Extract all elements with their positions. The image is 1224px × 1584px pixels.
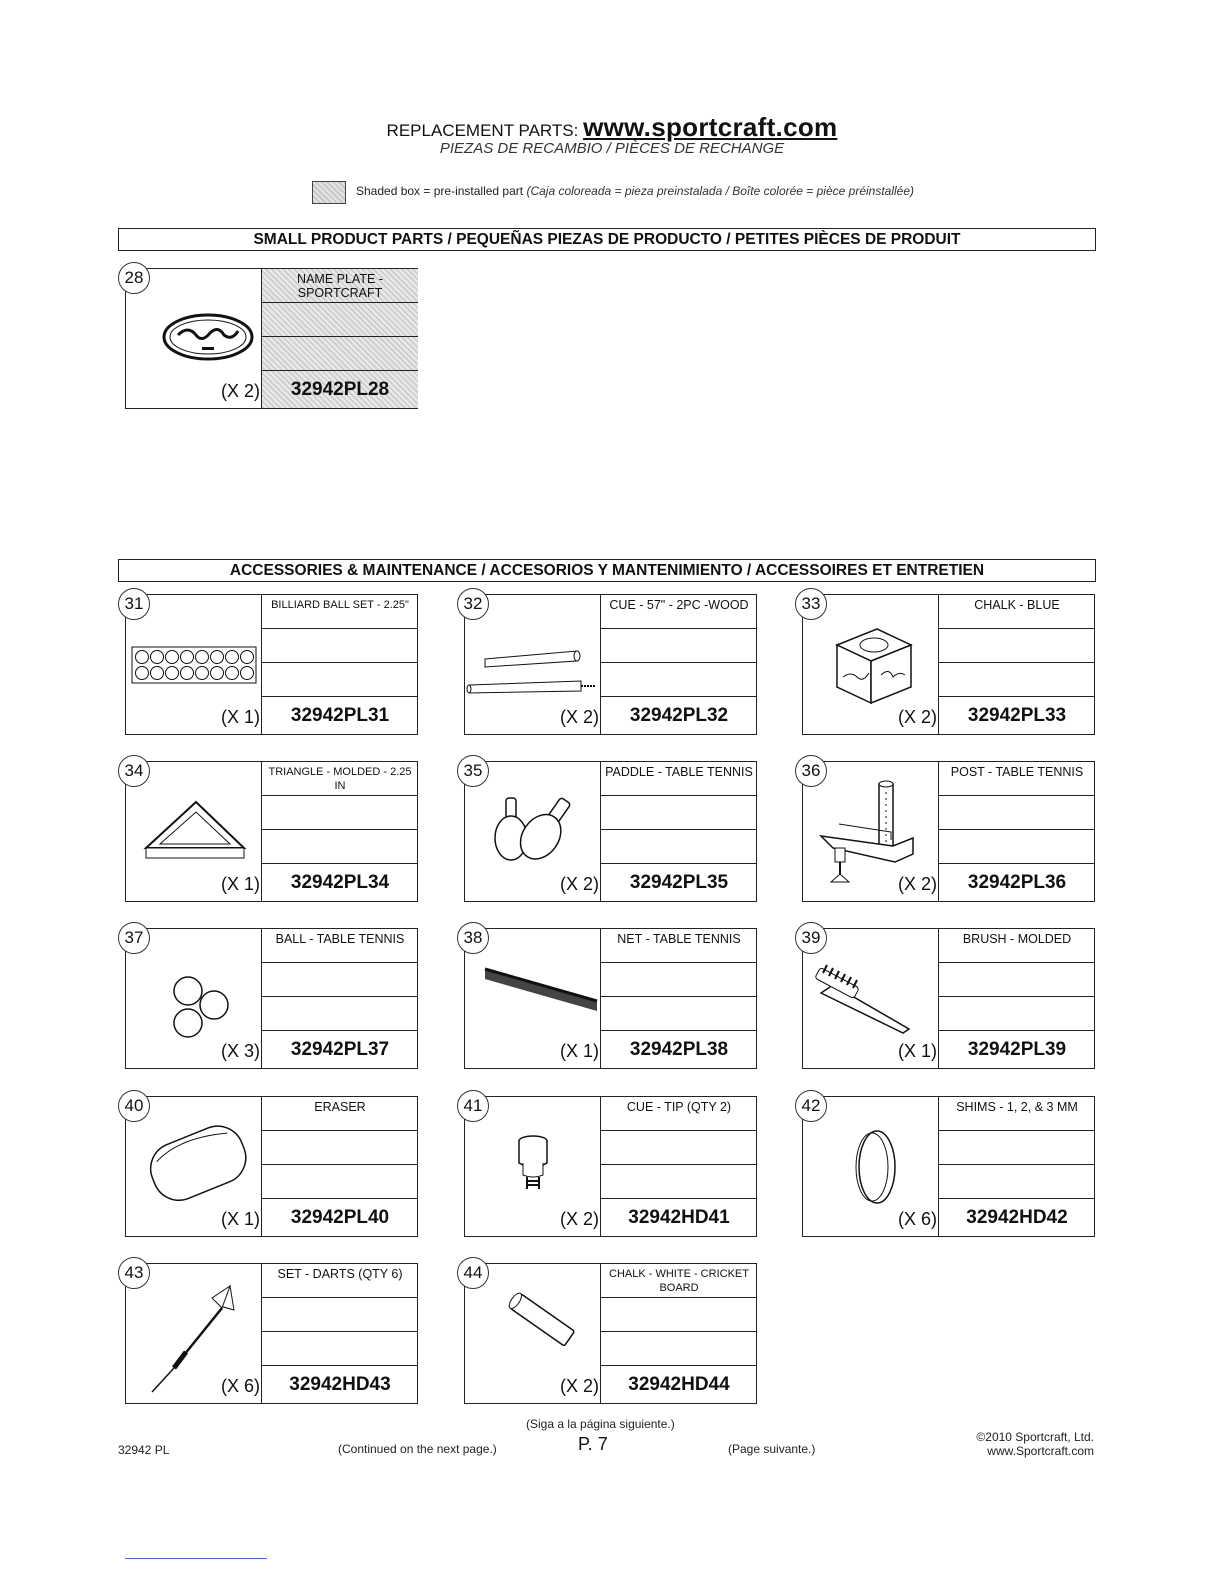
part-info-column [261,595,418,734]
part-number-badge: 41 [457,1090,489,1122]
part-description: BILLIARD BALL SET - 2.25" [262,595,418,629]
part-quantity: (X 3) [220,1041,260,1061]
blank-cell [601,629,757,663]
part-info-column [938,1097,1095,1236]
part-code: 32942PL39 [967,1039,1067,1060]
part-description: BALL - TABLE TENNIS [262,929,418,963]
blank-cell [262,997,418,1031]
part-code: 32942PL36 [967,872,1067,893]
continued-note-fr: (Page suivante.) [728,1442,816,1456]
accessories-section-title: ACCESSORIES & MAINTENANCE / ACCESORIOS Y MANTENIMIENTO / ACCESSOIRES ET ENTRETIEN [118,559,1096,582]
part-card [125,928,418,1069]
part-number-badge: 31 [118,588,150,620]
part-code: 32942PL31 [290,705,390,726]
website-footer: www.Sportcraft.com [987,1444,1094,1458]
blank-cell [262,1298,418,1332]
part-card [464,594,757,735]
part-quantity: (X 1) [220,874,260,894]
part-description: PADDLE - TABLE TENNIS [601,762,757,796]
part-card [464,1263,757,1404]
part-info-column [261,1097,418,1236]
part-card [802,594,1095,735]
part-quantity: (X 2) [559,874,599,894]
part-quantity: (X 6) [220,1376,260,1396]
heading-translation: PIEZAS DE RECAMBIO / PIÈCES DE RECHANGE [439,140,785,157]
shaded-box-legend [356,184,914,198]
blank-cell [939,796,1095,830]
part-quantity: (X 1) [220,707,260,727]
part-number-badge: 42 [795,1090,827,1122]
blank-cell [262,830,418,864]
part-card [802,928,1095,1069]
blank-cell [601,1131,757,1165]
blank-cell [601,1298,757,1332]
part-code: 32942PL38 [629,1039,729,1060]
blank-cell [601,1332,757,1366]
part-code: 32942PL34 [290,872,390,893]
sportcraft-link[interactable]: www.sportcraft.com [583,112,838,142]
part-description: CUE - TIP (QTY 2) [601,1097,757,1131]
part-number-badge: 32 [457,588,489,620]
part-description: SET - DARTS (QTY 6) [262,1264,418,1298]
blank-cell [262,1165,418,1199]
blank-cell [601,663,757,697]
part-description: NET - TABLE TENNIS [601,929,757,963]
part-number-badge: 35 [457,755,489,787]
blank-cell [262,337,418,371]
part-description: POST - TABLE TENNIS [939,762,1095,796]
part-card [802,1096,1095,1237]
part-number-badge: 33 [795,588,827,620]
part-number-badge: 37 [118,922,150,954]
blank-cell [601,963,757,997]
part-info-column [938,595,1095,734]
part-card [464,928,757,1069]
part-code: 32942PL32 [629,705,729,726]
blank-cell [939,1131,1095,1165]
part-number-badge: 28 [118,262,150,294]
part-description: CUE - 57" - 2PC -WOOD [601,595,757,629]
part-number-badge: 36 [795,755,827,787]
shaded-legend-text: Shaded box = pre-installed part [356,184,524,198]
part-number-badge: 40 [118,1090,150,1122]
part-card [802,761,1095,902]
part-number-badge: 34 [118,755,150,787]
blank-cell [262,963,418,997]
blank-cell [262,796,418,830]
part-card [125,1096,418,1237]
part-info-column [261,929,418,1068]
part-quantity: (X 2) [559,1209,599,1229]
blank-cell [262,663,418,697]
part-quantity: (X 1) [897,1041,937,1061]
part-info-column [600,1097,757,1236]
part-number-badge: 43 [118,1257,150,1289]
part-description: CHALK - BLUE [939,595,1095,629]
page-number: P. 7 [578,1434,608,1454]
part-description: NAME PLATE - SPORTCRAFT [262,269,418,303]
replacement-parts-heading [0,112,1224,143]
part-code: 32942HD41 [628,1207,730,1228]
part-quantity: (X 2) [559,1376,599,1396]
continued-note: (Continued on the next page.) [338,1442,497,1456]
blank-cell [262,629,418,663]
blank-cell [601,1165,757,1199]
blank-cell [939,997,1095,1031]
part-quantity: (X 1) [220,1209,260,1229]
blank-cell [601,830,757,864]
part-description: SHIMS - 1, 2, & 3 MM [939,1097,1095,1131]
model-number: 32942 PL [118,1443,170,1457]
part-description: BRUSH - MOLDED [939,929,1095,963]
part-quantity: (X 2) [897,707,937,727]
part-info-column [938,929,1095,1068]
part-code: 32942HD43 [289,1374,391,1395]
blank-cell [939,663,1095,697]
blank-cell [601,796,757,830]
continued-note-es: (Siga a la página siguiente.) [526,1417,675,1431]
blank-cell [939,629,1095,663]
part-info-column [261,269,418,408]
part-quantity: (X 2) [897,874,937,894]
part-code: 32942HD42 [966,1207,1068,1228]
part-code: 32942PL28 [290,379,390,400]
part-description: TRIANGLE - MOLDED - 2.25 IN [262,762,418,796]
part-info-column [600,762,757,901]
part-description: ERASER [262,1097,418,1131]
footer-rule [125,1558,267,1559]
part-number-badge: 39 [795,922,827,954]
part-info-column [261,762,418,901]
blank-cell [262,1131,418,1165]
part-info-column [600,595,757,734]
blank-cell [939,963,1095,997]
part-quantity: (X 6) [897,1209,937,1229]
part-card [125,268,418,409]
part-code: 32942PL40 [290,1207,390,1228]
part-quantity: (X 1) [559,1041,599,1061]
part-description: CHALK - WHITE - CRICKET BOARD [601,1264,757,1298]
part-card [464,761,757,902]
part-quantity: (X 2) [220,381,260,401]
blank-cell [601,997,757,1031]
part-number-badge: 44 [457,1257,489,1289]
small-parts-section-title: SMALL PRODUCT PARTS / PEQUEÑAS PIEZAS DE PRODUCTO / PETITES PIÈCES DE PRODUIT [118,228,1096,251]
blank-cell [262,1332,418,1366]
replacement-parts-label: REPLACEMENT PARTS: [386,121,579,140]
part-code: 32942PL37 [290,1039,390,1060]
part-info-column [938,762,1095,901]
part-code: 32942PL35 [629,872,729,893]
shaded-box-legend-swatch [312,181,346,204]
blank-cell [262,303,418,337]
part-code: 32942PL33 [967,705,1067,726]
part-card [125,1263,418,1404]
blank-cell [939,830,1095,864]
part-card [125,761,418,902]
shaded-legend-translation: (Caja coloreada = pieza preinstalada / Boîte colorée = pièce préinstallée) [526,184,915,198]
part-code: 32942HD44 [628,1374,730,1395]
part-quantity: (X 2) [559,707,599,727]
part-card [125,594,418,735]
part-info-column [600,1264,757,1403]
blank-cell [939,1165,1095,1199]
part-number-badge: 38 [457,922,489,954]
part-card [464,1096,757,1237]
copyright: ©2010 Sportcraft, Ltd. [976,1430,1094,1444]
part-info-column [600,929,757,1068]
part-info-column [261,1264,418,1403]
